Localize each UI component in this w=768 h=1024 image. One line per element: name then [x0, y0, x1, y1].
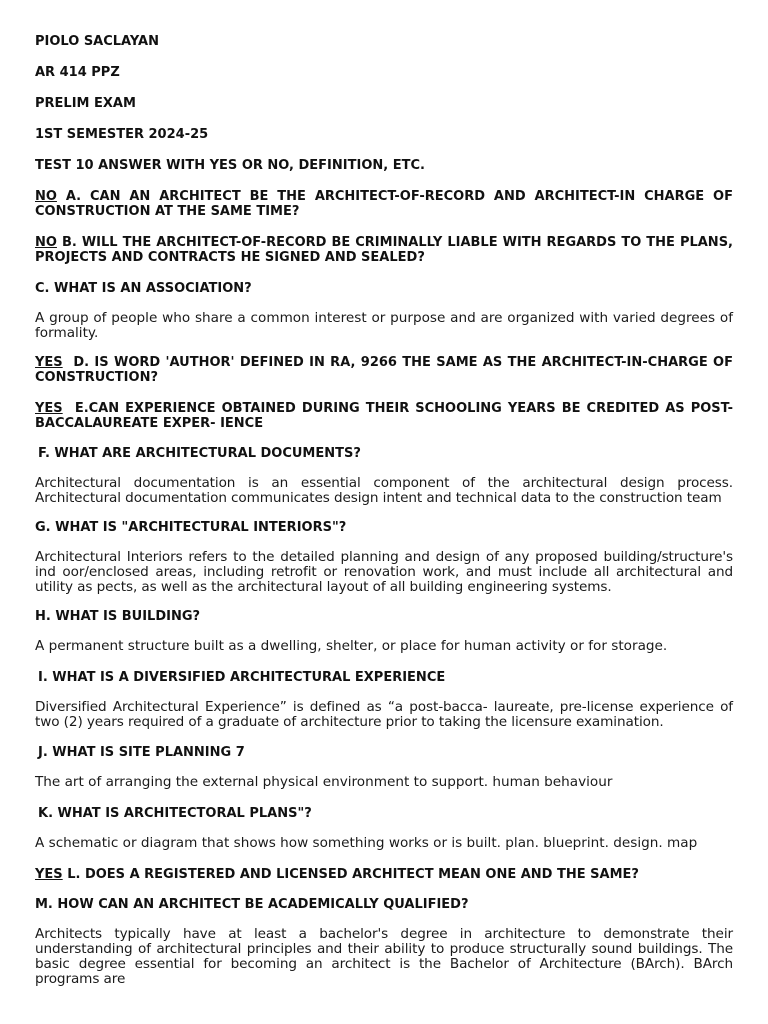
question-k: K. WHAT IS ARCHITECTORAL PLANS"? — [38, 806, 312, 821]
course-code: AR 414 PPZ — [35, 65, 120, 80]
question-l — [35, 867, 733, 882]
question-m: M. HOW CAN AN ARCHITECT BE ACADEMICALLY QUALIFIED? — [35, 897, 469, 912]
answer-h-text: A permanent structure built as a dwelling, shelter, or place for human activity or for storage. — [35, 638, 668, 654]
semester: 1ST SEMESTER 2024-25 — [35, 127, 209, 142]
question-j: J. WHAT IS SITE PLANNING 7 — [38, 745, 245, 760]
exam-title: PRELIM EXAM — [35, 96, 136, 111]
answer-b: NO — [35, 235, 57, 250]
answer-c-text: A group of people who share a common interest or purpose and are organized with varied degrees of formality. — [35, 310, 733, 341]
question-e-text: E.CAN EXPERIENCE OBTAINED DURING THEIR SCHOOLING YEARS BE CREDITED AS POST-BACCALAUREATE EXPER- IENCE — [35, 401, 733, 431]
question-l-text: L. DOES A REGISTERED AND LICENSED ARCHITECT MEAN ONE AND THE SAME? — [67, 867, 639, 882]
test-instructions: TEST 10 ANSWER WITH YES OR NO, DEFINITION, ETC. — [35, 158, 425, 173]
question-c: C. WHAT IS AN ASSOCIATION? — [35, 281, 252, 296]
question-e — [35, 401, 733, 431]
answer-e: YES — [35, 401, 63, 416]
answer-l: YES — [35, 867, 63, 882]
question-d — [35, 355, 733, 385]
answer-g-text: Architectural Interiors refers to the detailed planning and design of any proposed building/structure's ind oor/enclosed areas, including retrofit or renovation work, and must include all architectural and utility as pects, as well as the architectural layout of all building engineering systems. — [35, 549, 733, 595]
answer-i-text: Diversified Architectural Experience” is defined as “a post-bacca- laureate, pre-license experience of two (2) years required of a graduate of architecture prior to taking the licensure examination. — [35, 699, 733, 730]
answer-a: NO — [35, 189, 57, 204]
question-b — [35, 235, 733, 265]
student-name: PIOLO SACLAYAN — [35, 34, 159, 49]
answer-j-text: The art of arranging the external physical environment to support. human behaviour — [35, 774, 613, 790]
question-b-text: B. WILL THE ARCHITECT-OF-RECORD BE CRIMINALLY LIABLE WITH REGARDS TO THE PLANS, PROJECTS AND CONTRACTS HE SIGNED AND SEALED? — [35, 235, 733, 265]
question-d-text: D. IS WORD 'AUTHOR' DEFINED IN RA, 9266 THE SAME AS THE ARCHITECT-IN-CHARGE OF CONSTRUCTION? — [35, 355, 733, 385]
question-h: H. WHAT IS BUILDING? — [35, 609, 201, 624]
answer-k-text: A schematic or diagram that shows how something works or is built. plan. blueprint. design. map — [35, 835, 698, 851]
question-f: F. WHAT ARE ARCHITECTURAL DOCUMENTS? — [38, 446, 361, 461]
question-a — [35, 189, 733, 219]
question-i: I. WHAT IS A DIVERSIFIED ARCHITECTURAL EXPERIENCE — [38, 670, 446, 685]
answer-m-text: Architects typically have at least a bachelor's degree in architecture to demonstrate their understanding of architectural principles and their ability to produce structurally sound buildings. The basic degree essential for becoming an architect is the Bachelor of Architecture (BArch). BArch programs are — [35, 926, 733, 987]
question-g: G. WHAT IS "ARCHITECTURAL INTERIORS"? — [35, 520, 347, 535]
document-page — [35, 34, 733, 987]
question-a-text: A. CAN AN ARCHITECT BE THE ARCHITECT-OF-RECORD AND ARCHITECT-IN CHARGE OF CONSTRUCTION AT THE SAME TIME? — [35, 189, 733, 219]
answer-f-text: Architectural documentation is an essential component of the architectural design process. Architectural documentation communicates design intent and technical data to the construction team — [35, 475, 733, 506]
answer-d: YES — [35, 355, 63, 370]
